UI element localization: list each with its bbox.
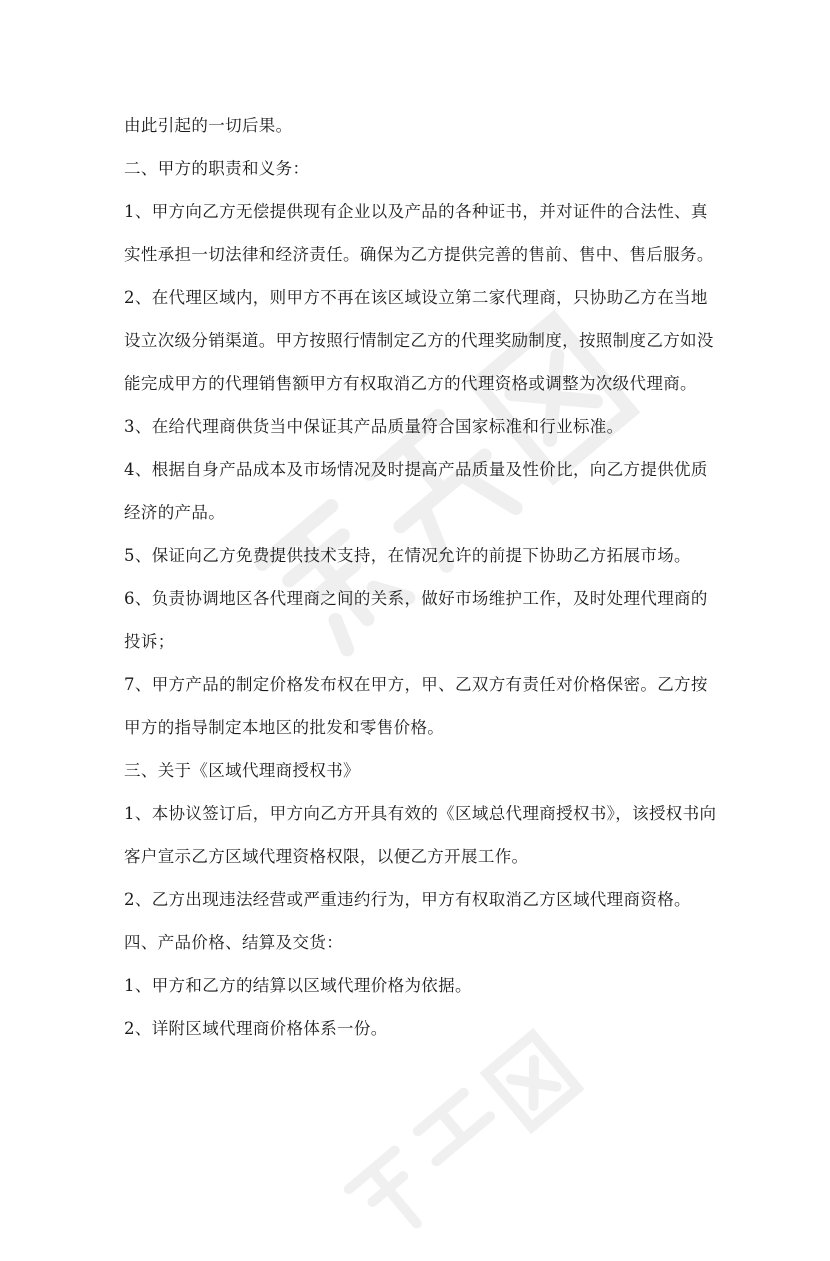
section-heading-2: 二、甲方的职责和义务： [124,159,310,178]
clause-2-1-line-1: 1、甲方向乙方无偿提供现有企业以及产品的各种证书，并对证件的合法性、真 [124,202,708,221]
clause-4-2-line-1: 2、详附区域代理商价格体系一份。 [124,1019,388,1038]
clause-3-2-line-1: 2、乙方出现违法经营或严重违约行为，甲方有权取消乙方区域代理商资格。 [124,890,691,909]
section-heading-3: 三、关于《区域代理商授权书》 [124,761,360,780]
clause-2-4-line-2: 经济的产品。 [124,503,226,522]
clause-2-4-line-1: 4、根据自身产品成本及市场情况及时提高产品质量及性价比，向乙方提供优质 [124,460,708,479]
watermark-logo-lower [325,1009,595,1260]
clause-2-5-line-1: 5、保证向乙方免费提供技术支持，在情况允许的前提下协助乙方拓展市场。 [124,546,691,565]
clause-2-7-line-1: 7、甲方产品的制定价格发布权在甲方，甲、乙双方有责任对价格保密。乙方按 [124,675,708,694]
clause-3-1-line-2: 客户宣示乙方区域代理资格权限，以便乙方开展工作。 [124,847,529,866]
clause-2-2-line-3: 能完成甲方的代理销售额甲方有权取消乙方的代理资格或调整为次级代理商。 [124,374,697,393]
clause-2-1-line-2: 实性承担一切法律和经济责任。确保为乙方提供完善的售前、售中、售后服务。 [124,245,714,264]
paragraph-line-1: 由此引起的一切后果。 [124,116,293,135]
clause-2-6-line-1: 6、负责协调地区各代理商之间的关系，做好市场维护工作，及时处理代理商的 [124,589,708,608]
clause-2-2-line-1: 2、在代理区域内，则甲方不再在该区域设立第二家代理商，只协助乙方在当地 [124,288,708,307]
clause-2-6-line-2: 投诉； [124,632,175,651]
clause-2-3-line-1: 3、在给代理商供货当中保证其产品质量符合国家标准和行业标准。 [124,417,624,436]
clause-2-2-line-2: 设立次级分销渠道。甲方按照行情制定乙方的代理奖励制度，按照制度乙方如没 [124,331,714,350]
clause-2-7-line-2: 甲方的指导制定本地区的批发和零售价格。 [124,718,445,737]
clause-3-1-line-1: 1、本协议签订后，甲方向乙方开具有效的《区域总代理商授权书》，该授权书向 [124,804,717,823]
clause-4-1-line-1: 1、甲方和乙方的结算以区域代理价格为依据。 [124,976,472,995]
section-heading-4: 四、产品价格、结算及交货： [124,933,344,952]
